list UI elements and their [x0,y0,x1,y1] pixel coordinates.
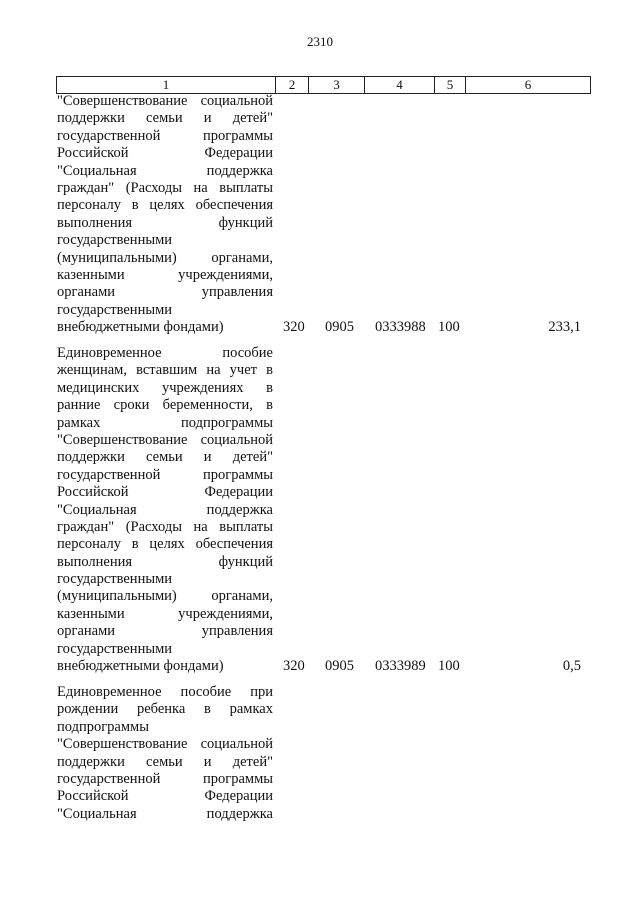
description-line: медицинских учреждениях в [57,379,273,396]
row-description [57,345,273,675]
description-line: персоналу в целях обеспечения [57,197,273,214]
row-amount: 233,1 [548,319,581,336]
description-line: поддержки семьи и детей" [57,753,273,770]
row-code: 320 [283,658,305,675]
description-line: "Социальная поддержка [57,501,273,518]
description-line: "Социальная поддержка [57,162,273,179]
header-col-4: 4 [365,77,435,93]
row-description [57,684,273,823]
row-code: 320 [283,319,305,336]
description-line: поддержки семьи и детей" [57,449,273,466]
description-line: рождении ребенка в рамках [57,701,273,718]
header-col-2: 2 [276,77,309,93]
description-line: внебюджетными фондами) [57,319,224,336]
description-line: казенными учреждениями, [57,266,273,283]
description-line: "Совершенствование социальной [57,431,273,448]
description-line: казенными учреждениями, [57,605,273,622]
row-description [57,93,273,336]
page-number: 2310 [307,34,333,49]
description-line: Единовременное пособие при [57,684,273,700]
row-target-article: 0333988 [375,319,426,336]
row-section: 0905 [325,319,354,336]
description-line: государственными [57,232,173,249]
table-header [56,76,591,94]
header-col-5: 5 [435,77,466,93]
description-line: ранние сроки беременности, в [57,397,273,414]
description-line: государственными [57,571,173,588]
header-col-1: 1 [57,77,276,93]
description-line: подпрограммы [57,718,149,735]
description-line: государственной программы [57,466,273,483]
row-amount: 0,5 [562,658,581,675]
description-line: органами управления [57,284,273,301]
description-line: Российской Федерации [57,788,273,805]
description-line: поддержки семьи и детей" [57,110,273,127]
row-expense-type: 100 [438,319,460,336]
row-section: 0905 [325,658,354,675]
description-line: государственной программы [57,770,273,787]
description-line: выполнения функций [57,553,273,570]
description-line: персоналу в целях обеспечения [57,536,273,553]
description-line: граждан" (Расходы на выплаты [57,518,273,535]
description-line: выполнения функций [57,214,273,231]
description-line: "Совершенствование социальной [57,736,273,753]
description-line: (муниципальными) органами, [57,249,273,266]
description-line: внебюджетными фондами) [57,658,224,675]
description-line: женщинам, вставшим на учет в [57,362,273,379]
row-expense-type: 100 [438,658,460,675]
description-line: государственными [57,301,173,318]
description-line: "Социальная поддержка [57,805,273,822]
description-line: органами управления [57,623,273,640]
description-line: Российской Федерации [57,484,273,501]
description-line: Российской Федерации [57,145,273,162]
description-line: (муниципальными) органами, [57,588,273,605]
header-col-6: 6 [524,77,532,92]
description-line: граждан" (Расходы на выплаты [57,179,273,196]
header-col-3: 3 [309,77,365,93]
row-target-article: 0333989 [375,658,426,675]
description-line: государственной программы [57,127,273,144]
description-line: государственными [57,640,173,657]
description-line: "Совершенствование социальной [57,93,273,109]
description-line: Единовременное пособие [57,345,273,361]
description-line: рамках подпрограммы [57,414,273,431]
